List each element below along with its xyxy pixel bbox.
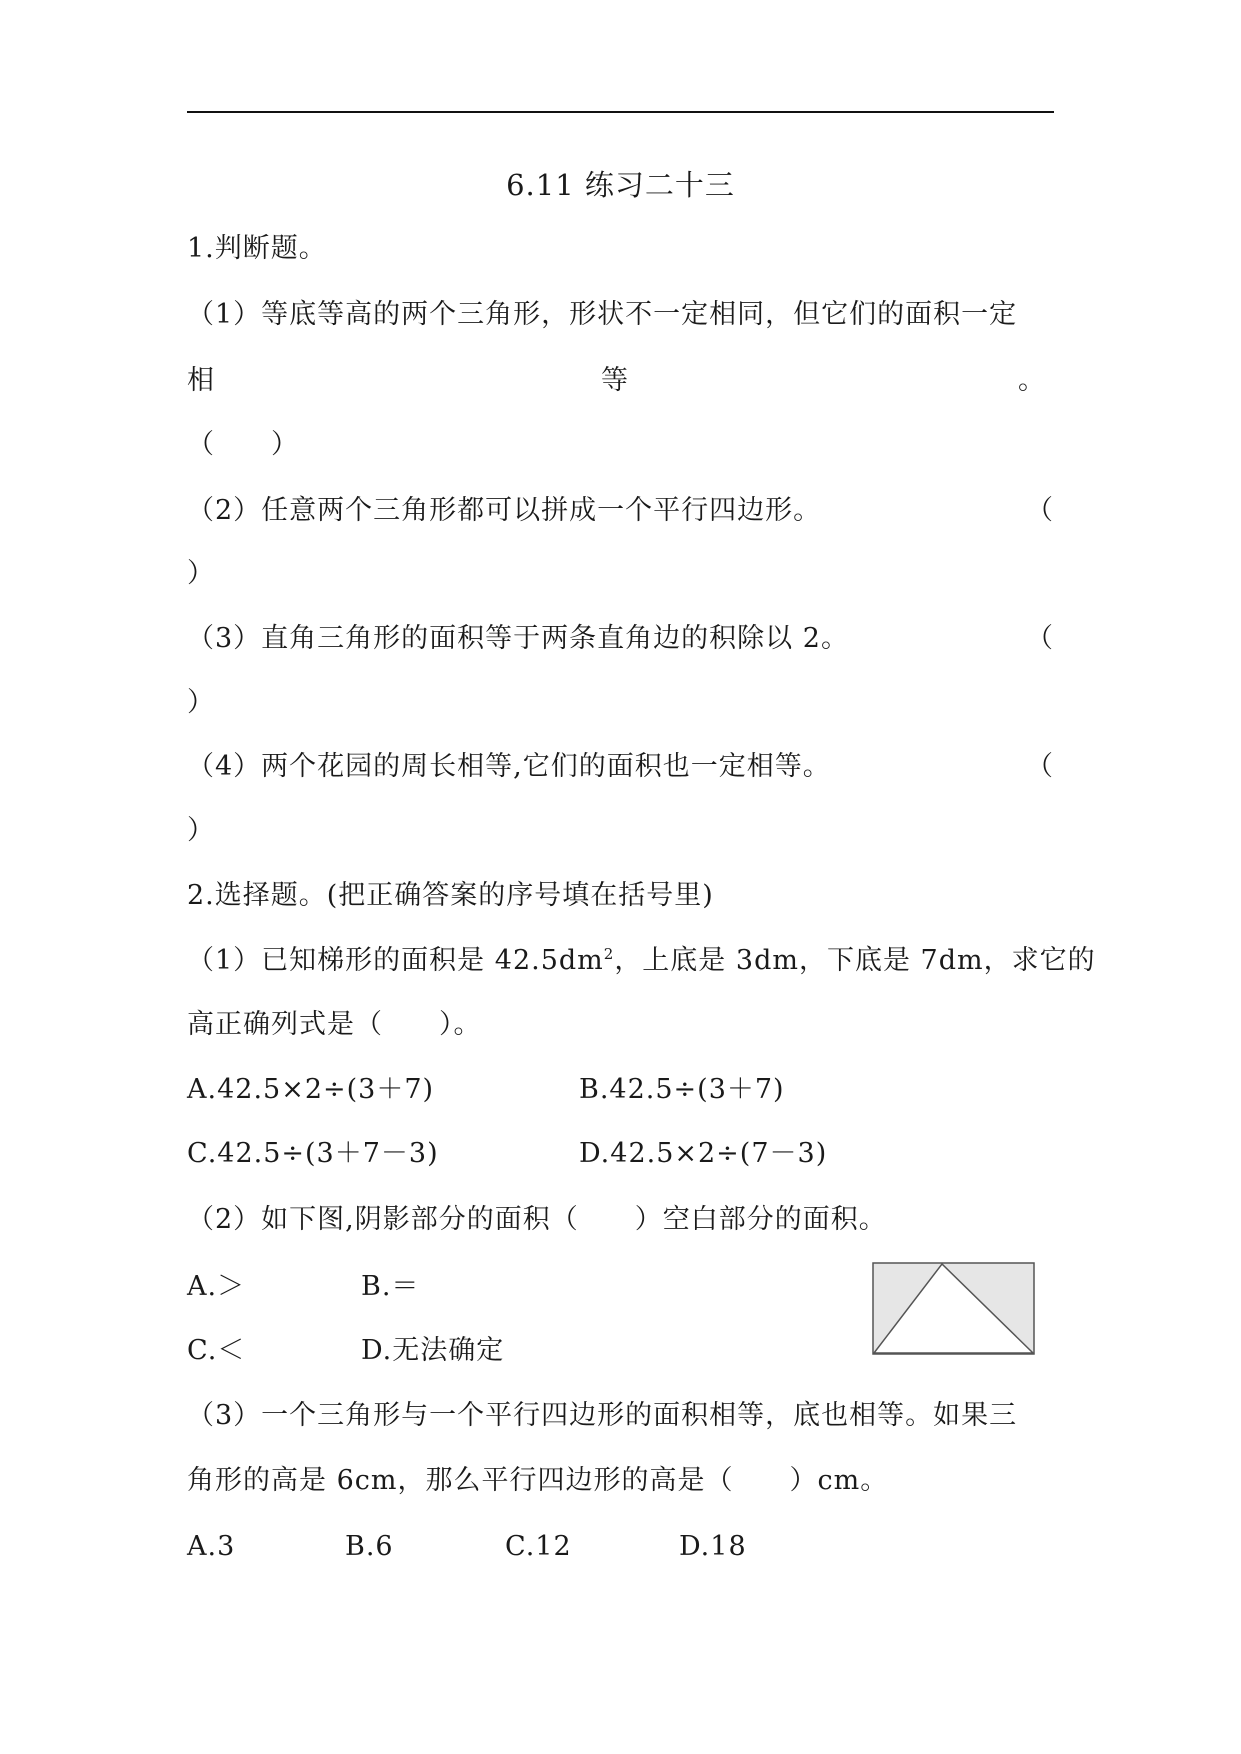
- s2-q3-line2: 角形的高是 6cm，那么平行四边形的高是（ ）cm。: [187, 1465, 889, 1496]
- s2-q3-option-c[interactable]: C.12: [505, 1531, 572, 1562]
- s1-q3-text: （3）直角三角形的面积等于两条直角边的积除以 2。: [187, 623, 849, 654]
- s2-q2-option-b[interactable]: B.＝: [361, 1271, 420, 1302]
- s2-q1-line1-a: （1）已知梯形的面积是 42.5dm: [187, 945, 604, 976]
- s2-q1-line1: [187, 944, 1096, 978]
- s1-q3-paren-close[interactable]: ）: [187, 687, 215, 718]
- s2-q3-option-d[interactable]: D.18: [679, 1531, 747, 1562]
- s1-q2-paren-close[interactable]: ）: [187, 558, 215, 589]
- section1-heading: 1.判断题。: [187, 233, 327, 264]
- s2-q1-option-b[interactable]: B.42.5÷(3＋7): [579, 1074, 785, 1105]
- s2-q2-option-a[interactable]: A.＞: [187, 1271, 246, 1302]
- s2-q1-line2: 高正确列式是（ ）。: [187, 1009, 482, 1040]
- s1-q1-word-2: 等: [601, 365, 629, 396]
- s1-q1-answer-paren[interactable]: （ ）: [187, 429, 299, 460]
- s1-q4-paren-open[interactable]: （: [1026, 751, 1054, 782]
- superscript-2: 2: [603, 945, 615, 963]
- s1-q2-text: （2）任意两个三角形都可以拼成一个平行四边形。: [187, 495, 822, 526]
- s2-q3-option-a[interactable]: A.3: [187, 1531, 236, 1562]
- s2-q3-option-b[interactable]: B.6: [345, 1531, 394, 1562]
- s2-q2-option-c[interactable]: C.＜: [187, 1335, 246, 1366]
- s2-q1-option-a[interactable]: A.42.5×2÷(3＋7): [187, 1074, 435, 1105]
- s1-q4-paren-close[interactable]: ）: [187, 815, 215, 846]
- header-rule: [187, 111, 1054, 113]
- s2-q1-line1-b: ，上底是 3dm，下底是 7dm，求它的: [614, 945, 1096, 976]
- s1-q1-line1: （1）等底等高的两个三角形，形状不一定相同，但它们的面积一定: [187, 299, 1018, 330]
- s1-q3-paren-open[interactable]: （: [1026, 623, 1054, 654]
- s2-q1-option-c[interactable]: C.42.5÷(3＋7－3): [187, 1138, 439, 1169]
- s2-q1-option-d[interactable]: D.42.5×2÷(7－3): [579, 1138, 828, 1169]
- shaded-rectangle-figure: [872, 1262, 1035, 1355]
- s1-q1-word-3: 。: [1018, 365, 1046, 396]
- s2-q2-text: （2）如下图,阴影部分的面积（ ）空白部分的面积。: [187, 1204, 887, 1235]
- page-title: 6.11 练习二十三: [506, 168, 735, 202]
- s1-q2-paren-open[interactable]: （: [1026, 495, 1054, 526]
- section2-heading: 2.选择题。(把正确答案的序号填在括号里): [187, 880, 714, 911]
- s2-q2-option-d[interactable]: D.无法确定: [361, 1335, 505, 1366]
- s2-q3-line1: （3）一个三角形与一个平行四边形的面积相等，底也相等。如果三: [187, 1400, 1018, 1431]
- s1-q1-word-1: 相: [187, 365, 215, 396]
- s1-q4-text: （4）两个花园的周长相等,它们的面积也一定相等。: [187, 751, 831, 782]
